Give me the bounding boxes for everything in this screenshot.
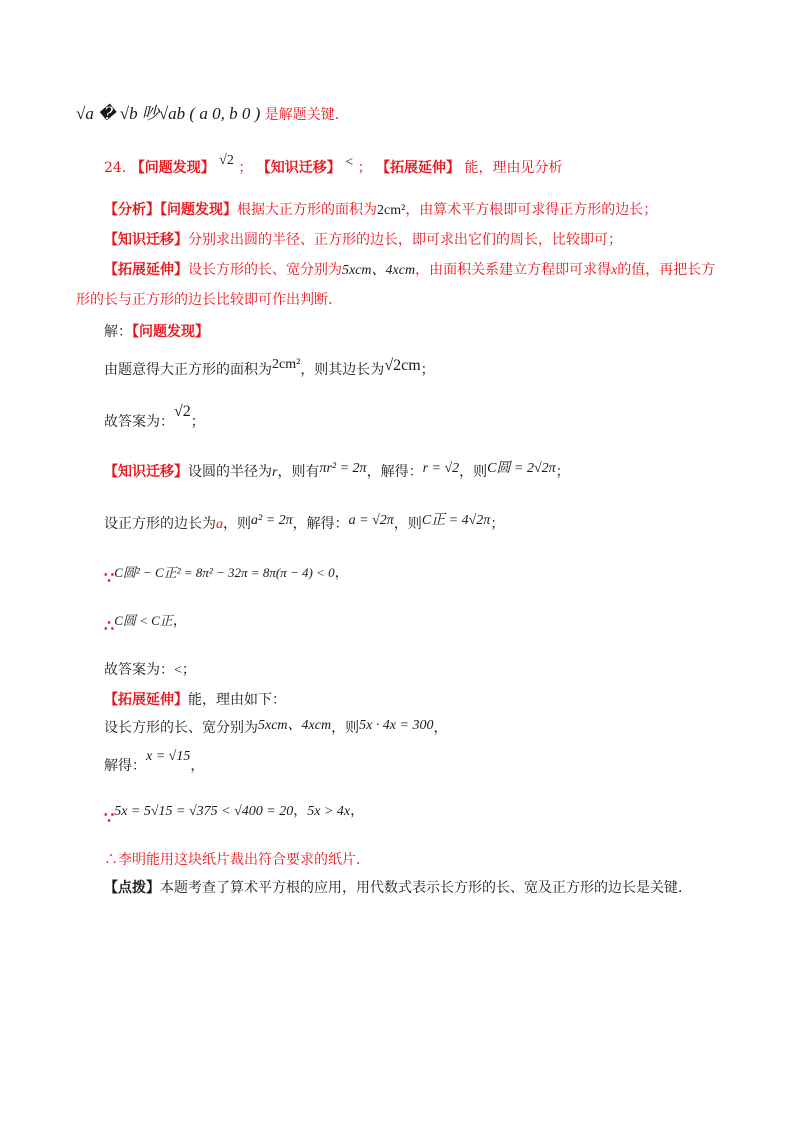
analysis-tag-extend: 【拓展延伸】 xyxy=(104,262,188,278)
q24-tag-transfer: 【知识迁移】 xyxy=(256,160,341,176)
solution-line-6 xyxy=(104,610,187,635)
analysis-text: ，由算术平方根即可求得正方形的边长； xyxy=(405,202,658,218)
therefore-symbol: ∴ xyxy=(104,616,115,635)
solution-line-9 xyxy=(104,718,447,739)
solution-line-1 xyxy=(104,357,435,381)
solution-text: ， xyxy=(334,565,349,581)
solution-text: 解得： xyxy=(104,758,146,774)
x-solution: x = √15 xyxy=(146,749,191,764)
solution-line-11 xyxy=(104,800,365,827)
solution-text: ； xyxy=(490,516,505,532)
solution-tag-transfer: 【知识迁移】 xyxy=(104,464,188,480)
solution-text: 设圆的半径为 xyxy=(188,464,272,480)
solution-text: ， xyxy=(433,720,448,736)
q24-sep-1: ； xyxy=(238,160,253,176)
solution-remark xyxy=(104,878,682,898)
solution-text: ，则其边长为 xyxy=(300,362,385,378)
because-symbol: ∵ xyxy=(104,808,115,827)
solution-text: ，解得： xyxy=(366,464,423,480)
square-area-equation: a² = 2π xyxy=(251,513,293,528)
analysis-line-4 xyxy=(76,290,332,310)
solution-side-value: √2cm xyxy=(384,357,421,374)
solution-line-3 xyxy=(104,462,570,483)
solution-line-7 xyxy=(104,660,196,681)
circle-area-equation: πr² = 2π xyxy=(319,461,367,476)
side-solution: a = √2π xyxy=(348,513,394,528)
solution-text: 设正方形的边长为 xyxy=(104,516,216,532)
solution-text: ，解得： xyxy=(292,516,349,532)
analysis-text: 设长方形的长、宽分别为 xyxy=(188,262,342,278)
solution-text: ； xyxy=(555,464,570,480)
solution-line-5 xyxy=(104,562,349,587)
remark-tag: 【点拨】 xyxy=(104,880,160,896)
solution-line-2 xyxy=(104,403,205,432)
circle-perimeter: C圆 = 2√2π xyxy=(487,461,556,476)
radius-solution: r = √2 xyxy=(422,461,460,476)
analysis-var-x: x xyxy=(611,263,618,278)
solution-line-10 xyxy=(104,749,205,777)
analysis-text: 根据大正方形的面积为 xyxy=(237,202,377,218)
q24-tag-extend: 【拓展延伸】 xyxy=(376,160,461,176)
solution-line-4 xyxy=(104,514,504,535)
solution-text: 能，理由如下： xyxy=(188,692,286,708)
solution-text: ； xyxy=(190,414,205,430)
analysis-tag-discover: 【问题发现】 xyxy=(160,202,237,218)
length-comparison: 5x = 5√15 = √375 < √400 = 20 xyxy=(114,804,294,819)
perimeter-comparison: C圆 < C正 xyxy=(114,613,173,628)
analysis-tag: 【分析】 xyxy=(104,202,160,218)
conclusion-text: ∴李明能用这块纸片裁出符合要求的纸片. xyxy=(104,852,361,868)
solution-text: ， xyxy=(190,758,205,774)
q24-answer-2: < xyxy=(345,155,354,170)
solution-text: 故答案为： xyxy=(104,414,174,430)
solution-answer-sqrt2: √2 xyxy=(174,403,191,420)
solution-header xyxy=(104,322,209,342)
solution-tag-extend: 【拓展延伸】 xyxy=(104,692,188,708)
rect-area-equation: 5x · 4x = 300 xyxy=(359,718,434,733)
analysis-line-2 xyxy=(104,230,622,250)
solution-text: 由题意得大正方形的面积为 xyxy=(104,362,272,378)
solution-area-value: 2cm² xyxy=(272,357,301,372)
q24-answer-line xyxy=(104,153,563,179)
rect-sides: 5xcm、4xcm xyxy=(258,718,332,733)
solution-text: ； xyxy=(181,662,196,678)
analysis-text: 形的长与正方形的边长比较即可作出判断. xyxy=(76,292,333,308)
var-a: a xyxy=(216,517,223,532)
q24-answer-3: 能，理由见分析 xyxy=(464,160,563,176)
solution-conclusion xyxy=(104,850,360,870)
prev-conclusion-tail: 是解题关键. xyxy=(264,107,340,123)
analysis-area-value: 2cm² xyxy=(377,203,406,218)
solution-text: ，则 xyxy=(393,516,422,532)
q24-number: 24. xyxy=(104,160,127,176)
q24-tag-discover: 【问题发现】 xyxy=(130,160,215,176)
solution-text: ， xyxy=(172,613,187,629)
solution-text: 故答案为： xyxy=(104,662,174,678)
length-vs-width: 5x > 4x xyxy=(307,804,351,819)
solution-text: ，则 xyxy=(459,464,488,480)
solution-text: 设长方形的长、宽分别为 xyxy=(104,720,258,736)
sqrt-product-formula: √a � √b 吵√ab ( a 0, b 0 ) xyxy=(76,104,261,123)
square-perimeter: C正 = 4√2π xyxy=(421,513,491,528)
remark-text: 本题考查了算术平方根的应用，用代数式表示长方形的长、宽及正方形的边长是关键. xyxy=(160,880,683,896)
analysis-rect-sides: 5xcm、4xcm xyxy=(342,263,416,278)
perimeter-difference-equation: C圆² − C正² = 8π² − 32π = 8π(π − 4) < 0 xyxy=(114,565,335,580)
analysis-line-1 xyxy=(104,200,657,221)
solution-text: ， xyxy=(293,803,308,819)
because-symbol: ∵ xyxy=(104,568,115,587)
analysis-text: 的值，再把长方 xyxy=(617,262,716,278)
solution-text: ； xyxy=(420,362,435,378)
solution-answer-less: < xyxy=(174,663,182,678)
solution-text: ，则有 xyxy=(277,464,320,480)
q24-answer-1: √2 xyxy=(219,153,234,168)
solution-tag-discover: 【问题发现】 xyxy=(132,324,209,340)
q24-sep-2: ； xyxy=(357,160,372,176)
analysis-text: 分别求出圆的半径、正方形的边长，即可求出它们的周长，比较即可； xyxy=(188,232,622,248)
solution-text: ，则 xyxy=(223,516,251,532)
solution-line-8 xyxy=(104,690,286,710)
prev-conclusion-line xyxy=(76,104,339,125)
solution-label: 解： xyxy=(104,324,132,340)
analysis-line-3 xyxy=(104,260,715,281)
analysis-text: ，由面积关系建立方程即可求得 xyxy=(415,262,612,278)
var-r: r xyxy=(272,465,278,480)
solution-text: ， xyxy=(350,803,365,819)
analysis-tag-transfer: 【知识迁移】 xyxy=(104,232,188,248)
solution-text: ，则 xyxy=(331,720,360,736)
